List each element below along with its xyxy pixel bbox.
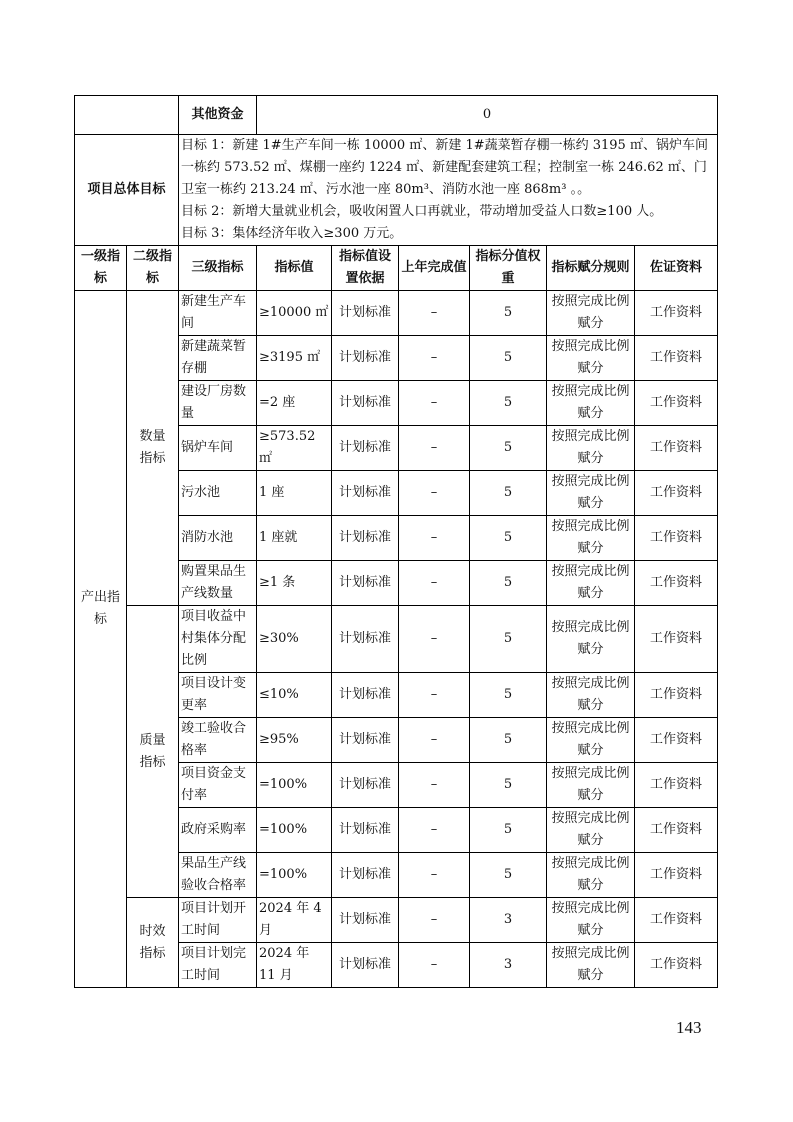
indicator-value: ≥573.52 ㎡ [257, 426, 332, 471]
indicator-value: ≥10000 ㎡ [257, 291, 332, 336]
indicator-weight: 5 [470, 381, 547, 426]
header-evidence: 佐证资料 [635, 246, 718, 291]
indicator-value: =2 座 [257, 381, 332, 426]
indicator-last-year: – [399, 718, 470, 763]
indicator-name: 项目设计变更率 [179, 673, 257, 718]
indicator-evidence: 工作资料 [635, 606, 718, 673]
indicator-name: 竣工验收合格率 [179, 718, 257, 763]
indicator-value: =100% [257, 853, 332, 898]
other-funds-label: 其他资金 [179, 96, 257, 135]
level2-timeliness: 时效指标 [127, 898, 179, 988]
indicator-value: =100% [257, 763, 332, 808]
indicator-weight: 5 [470, 516, 547, 561]
goal-line: 目标 1：新建 1#生产车间一栋 10000 ㎡、新建 1#蔬菜暂存棚一栋约 3195 ㎡、锅炉车间一栋约 573.52 ㎡、煤棚一座约 1224 ㎡、新建配套建筑工程；控制室一栋 246.62 ㎡、门卫室一栋约 213.24 ㎡、污水池一座 80m³、消防水池一座 868m³ 。。 [181, 138, 708, 197]
indicator-name: 消防水池 [179, 516, 257, 561]
indicator-basis: 计划标准 [332, 943, 399, 988]
indicator-basis: 计划标准 [332, 808, 399, 853]
indicator-last-year: – [399, 853, 470, 898]
indicator-basis: 计划标准 [332, 561, 399, 606]
indicator-last-year: – [399, 291, 470, 336]
table-row [75, 291, 718, 336]
indicator-evidence: 工作资料 [635, 718, 718, 763]
indicator-name: 果品生产线验收合格率 [179, 853, 257, 898]
indicator-last-year: – [399, 898, 470, 943]
indicator-weight: 5 [470, 426, 547, 471]
indicator-name: 项目收益中村集体分配比例 [179, 606, 257, 673]
indicator-name: 新建生产车间 [179, 291, 257, 336]
indicator-basis: 计划标准 [332, 763, 399, 808]
goal-line: 目标 3：集体经济年收入≥300 万元。 [181, 226, 403, 241]
indicator-value: 1 座就 [257, 516, 332, 561]
indicator-weight: 5 [470, 763, 547, 808]
indicator-value: =100% [257, 808, 332, 853]
indicator-value: ≥95% [257, 718, 332, 763]
indicator-last-year: – [399, 808, 470, 853]
indicator-rule: 按照完成比例赋分 [547, 516, 635, 561]
indicator-name: 项目资金支付率 [179, 763, 257, 808]
indicator-rule: 按照完成比例赋分 [547, 718, 635, 763]
indicator-value: 2024 年 11 月 [257, 943, 332, 988]
indicator-basis: 计划标准 [332, 516, 399, 561]
indicator-rule: 按照完成比例赋分 [547, 336, 635, 381]
indicator-value: ≤10% [257, 673, 332, 718]
indicator-weight: 5 [470, 718, 547, 763]
indicator-evidence: 工作资料 [635, 336, 718, 381]
indicator-basis: 计划标准 [332, 471, 399, 516]
header-basis: 指标值设置依据 [332, 246, 399, 291]
indicator-basis: 计划标准 [332, 606, 399, 673]
indicator-basis: 计划标准 [332, 718, 399, 763]
indicator-evidence: 工作资料 [635, 291, 718, 336]
level1-output-indicator: 产出指标 [75, 291, 127, 988]
indicator-rule: 按照完成比例赋分 [547, 291, 635, 336]
table-row [75, 898, 718, 943]
indicator-last-year: – [399, 516, 470, 561]
indicator-name: 购置果品生产线数量 [179, 561, 257, 606]
indicator-rule: 按照完成比例赋分 [547, 763, 635, 808]
indicator-rule: 按照完成比例赋分 [547, 561, 635, 606]
level2-quantity: 数量指标 [127, 291, 179, 606]
indicator-rule: 按照完成比例赋分 [547, 898, 635, 943]
indicator-evidence: 工作资料 [635, 471, 718, 516]
indicator-value: 1 座 [257, 471, 332, 516]
indicator-weight: 5 [470, 471, 547, 516]
table-header-row [75, 246, 718, 291]
indicator-name: 污水池 [179, 471, 257, 516]
indicator-name: 建设厂房数量 [179, 381, 257, 426]
indicator-name: 项目计划完工时间 [179, 943, 257, 988]
indicator-rule: 按照完成比例赋分 [547, 471, 635, 516]
indicator-name: 政府采购率 [179, 808, 257, 853]
header-level2: 二级指标 [127, 246, 179, 291]
indicator-last-year: – [399, 336, 470, 381]
indicator-last-year: – [399, 673, 470, 718]
indicator-evidence: 工作资料 [635, 943, 718, 988]
indicator-value: ≥30% [257, 606, 332, 673]
indicator-rule: 按照完成比例赋分 [547, 381, 635, 426]
indicator-basis: 计划标准 [332, 291, 399, 336]
indicator-weight: 5 [470, 853, 547, 898]
indicator-weight: 5 [470, 291, 547, 336]
overall-goal-row [75, 135, 718, 246]
indicator-rule: 按照完成比例赋分 [547, 426, 635, 471]
table-row [75, 606, 718, 673]
indicator-evidence: 工作资料 [635, 853, 718, 898]
performance-target-table [74, 95, 718, 988]
indicator-value: 2024 年 4 月 [257, 898, 332, 943]
indicator-weight: 3 [470, 898, 547, 943]
indicator-basis: 计划标准 [332, 898, 399, 943]
indicator-rule: 按照完成比例赋分 [547, 808, 635, 853]
page-number: 143 [676, 1018, 702, 1037]
indicator-basis: 计划标准 [332, 673, 399, 718]
indicator-evidence: 工作资料 [635, 898, 718, 943]
header-target-value: 指标值 [257, 246, 332, 291]
indicator-rule: 按照完成比例赋分 [547, 606, 635, 673]
header-level3: 三级指标 [179, 246, 257, 291]
overall-goal-content [179, 135, 718, 246]
indicator-rule: 按照完成比例赋分 [547, 853, 635, 898]
indicator-last-year: – [399, 471, 470, 516]
indicator-rule: 按照完成比例赋分 [547, 943, 635, 988]
indicator-evidence: 工作资料 [635, 673, 718, 718]
header-scoring-rule: 指标赋分规则 [547, 246, 635, 291]
indicator-weight: 5 [470, 336, 547, 381]
indicator-evidence: 工作资料 [635, 808, 718, 853]
indicator-value: ≥1 条 [257, 561, 332, 606]
indicator-weight: 5 [470, 606, 547, 673]
header-last-year: 上年完成值 [399, 246, 470, 291]
header-weight: 指标分值权重 [470, 246, 547, 291]
other-funds-value: 0 [257, 96, 718, 135]
header-level1: 一级指标 [75, 246, 127, 291]
indicator-evidence: 工作资料 [635, 516, 718, 561]
indicator-name: 锅炉车间 [179, 426, 257, 471]
indicator-weight: 5 [470, 561, 547, 606]
overall-goal-label: 项目总体目标 [75, 135, 179, 246]
indicator-weight: 3 [470, 943, 547, 988]
indicator-basis: 计划标准 [332, 381, 399, 426]
indicator-name: 新建蔬菜暂存棚 [179, 336, 257, 381]
indicator-weight: 5 [470, 808, 547, 853]
indicator-evidence: 工作资料 [635, 426, 718, 471]
indicator-last-year: – [399, 943, 470, 988]
goal-line: 目标 2：新增大量就业机会，吸收闲置人口再就业，带动增加受益人口数≥100 人。 [181, 204, 663, 219]
indicator-basis: 计划标准 [332, 336, 399, 381]
indicator-value: ≥3195 ㎡ [257, 336, 332, 381]
indicator-name: 项目计划开工时间 [179, 898, 257, 943]
indicator-last-year: – [399, 381, 470, 426]
indicator-basis: 计划标准 [332, 853, 399, 898]
indicator-rule: 按照完成比例赋分 [547, 673, 635, 718]
indicator-last-year: – [399, 561, 470, 606]
indicator-last-year: – [399, 606, 470, 673]
level2-quality: 质量指标 [127, 606, 179, 898]
indicator-last-year: – [399, 763, 470, 808]
other-funds-row [75, 96, 718, 135]
indicator-weight: 5 [470, 673, 547, 718]
indicator-evidence: 工作资料 [635, 381, 718, 426]
indicator-evidence: 工作资料 [635, 763, 718, 808]
indicator-evidence: 工作资料 [635, 561, 718, 606]
indicator-basis: 计划标准 [332, 426, 399, 471]
indicator-last-year: – [399, 426, 470, 471]
